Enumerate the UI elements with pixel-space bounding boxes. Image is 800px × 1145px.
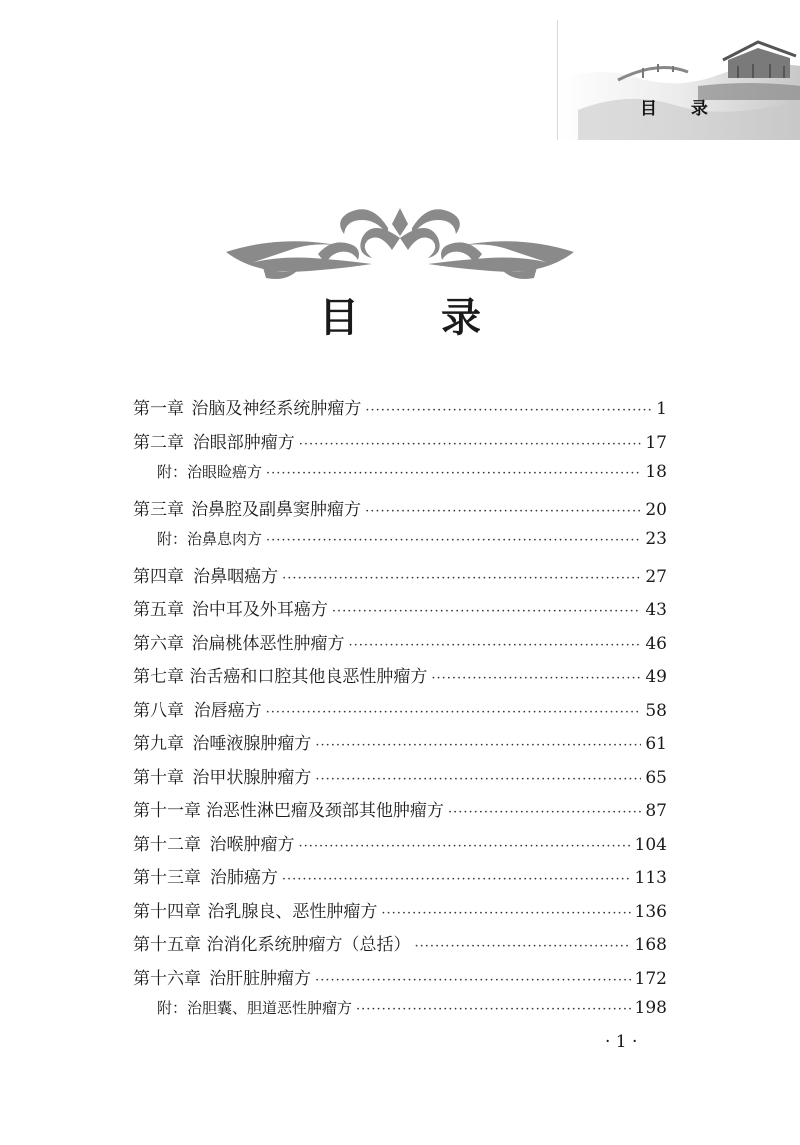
toc-title: 治唾液腺肿瘤方	[192, 734, 312, 754]
toc-entry[interactable]	[133, 662, 667, 696]
toc-title: 治鼻腔及副鼻窦肿瘤方	[191, 499, 362, 520]
toc-chapter-number: 第三章	[133, 499, 184, 520]
toc-leader-dots	[299, 437, 642, 452]
toc-chapter-number: 第一章	[133, 399, 184, 419]
toc-chapter-number: 第五章	[133, 600, 184, 620]
toc-entry[interactable]	[133, 897, 667, 931]
toc-page-number: 87	[645, 801, 667, 821]
toc-entry[interactable]	[133, 461, 667, 495]
toc-title: 治肺癌方	[209, 868, 278, 888]
toc-page-number: 1	[656, 399, 667, 419]
toc-title: 附：治眼睑癌方	[157, 463, 263, 481]
toc-entry[interactable]	[133, 930, 667, 964]
toc-title: 治消化系统肿瘤方（总括）	[206, 935, 411, 955]
toc-page-number: 17	[645, 432, 667, 453]
toc-leader-dots	[298, 839, 630, 854]
page-title: 目 录	[319, 295, 515, 341]
toc-entry[interactable]	[133, 394, 667, 428]
page-number: · 1 ·	[605, 1032, 638, 1052]
toc-page-number: 18	[645, 462, 667, 482]
toc-chapter-number: 第十章	[133, 767, 184, 788]
toc-leader-dots	[332, 604, 641, 619]
toc-chapter-number: 第七章	[133, 667, 184, 687]
toc-leader-dots	[315, 772, 641, 787]
toc-chapter-number: 第二章	[133, 432, 184, 453]
toc-chapter-number: 第十二章	[133, 834, 201, 855]
toc-leader-dots	[365, 504, 641, 519]
toc-title: 治眼部肿瘤方	[192, 432, 295, 453]
toc-chapter-number: 第十六章	[133, 968, 201, 989]
toc-title: 附：治胆囊、胆道恶性肿瘤方	[157, 999, 353, 1017]
toc-leader-dots	[356, 1002, 631, 1017]
toc-leader-dots	[266, 533, 641, 548]
toc-leader-dots	[431, 671, 641, 686]
toc-title: 治中耳及外耳癌方	[191, 600, 328, 620]
toc-page-number: 113	[634, 868, 667, 888]
toc-entry[interactable]	[133, 729, 667, 763]
toc-entry[interactable]	[133, 763, 667, 797]
table-of-contents	[133, 394, 667, 1031]
toc-page-number: 43	[645, 600, 667, 620]
scroll-ornament-icon	[222, 198, 578, 284]
toc-chapter-number: 第六章	[133, 633, 184, 654]
toc-leader-dots	[315, 973, 630, 988]
toc-title: 附：治鼻息肉方	[157, 530, 263, 548]
toc-chapter-number: 第十四章	[133, 901, 201, 922]
toc-page-number: 198	[634, 998, 667, 1018]
toc-chapter-number: 第十三章	[133, 868, 201, 888]
toc-title: 治唇癌方	[193, 700, 262, 721]
toc-leader-dots	[348, 638, 641, 653]
toc-page-number: 65	[645, 767, 667, 788]
toc-page-number: 23	[645, 529, 667, 549]
toc-page-number: 49	[645, 667, 667, 687]
toc-entry[interactable]	[133, 696, 667, 730]
toc-title: 治鼻咽癌方	[193, 566, 279, 587]
toc-entry[interactable]	[133, 964, 667, 998]
toc-chapter-number: 第十一章	[133, 801, 201, 821]
toc-entry[interactable]	[133, 528, 667, 562]
toc-leader-dots	[415, 939, 631, 954]
toc-entry[interactable]	[133, 863, 667, 897]
toc-page-number: 136	[634, 901, 667, 922]
toc-page-number: 27	[645, 566, 667, 587]
toc-leader-dots	[282, 571, 641, 586]
toc-entry[interactable]	[133, 562, 667, 596]
toc-entry[interactable]	[133, 830, 667, 864]
toc-leader-dots	[266, 466, 641, 481]
toc-leader-dots	[315, 738, 641, 753]
toc-entry[interactable]	[133, 495, 667, 529]
toc-leader-dots	[448, 805, 641, 820]
toc-leader-dots	[381, 906, 630, 921]
toc-title: 治肝脏肿瘤方	[209, 968, 312, 989]
toc-page-number: 61	[645, 734, 667, 754]
toc-title: 治恶性淋巴瘤及颈部其他肿瘤方	[205, 801, 444, 821]
toc-page-number: 46	[645, 633, 667, 654]
toc-chapter-number: 第九章	[133, 734, 184, 754]
toc-title: 治舌癌和口腔其他良恶性肿瘤方	[189, 667, 428, 687]
toc-leader-dots	[266, 705, 642, 720]
toc-page-number: 20	[645, 499, 667, 520]
toc-page-number: 58	[645, 700, 667, 721]
toc-chapter-number: 第四章	[133, 566, 184, 587]
toc-title: 治脑及神经系统肿瘤方	[191, 399, 362, 419]
toc-entry[interactable]	[133, 629, 667, 663]
toc-entry[interactable]	[133, 997, 667, 1031]
toc-page-number: 168	[634, 935, 667, 955]
toc-chapter-number: 第八章	[133, 700, 184, 721]
header-landscape-decoration	[557, 20, 800, 140]
toc-page-number: 104	[634, 834, 667, 855]
toc-title: 治乳腺良、恶性肿瘤方	[207, 901, 378, 922]
toc-title: 治扁桃体恶性肿瘤方	[191, 633, 345, 654]
toc-chapter-number: 第十五章	[133, 935, 201, 955]
toc-page-number: 172	[634, 968, 667, 989]
running-head: 目 录	[640, 99, 722, 119]
toc-leader-dots	[282, 872, 631, 887]
toc-leader-dots	[365, 403, 652, 418]
toc-title: 治喉肿瘤方	[209, 834, 295, 855]
toc-title: 治甲状腺肿瘤方	[192, 767, 312, 788]
toc-entry[interactable]	[133, 428, 667, 462]
toc-entry[interactable]	[133, 595, 667, 629]
toc-entry[interactable]	[133, 796, 667, 830]
